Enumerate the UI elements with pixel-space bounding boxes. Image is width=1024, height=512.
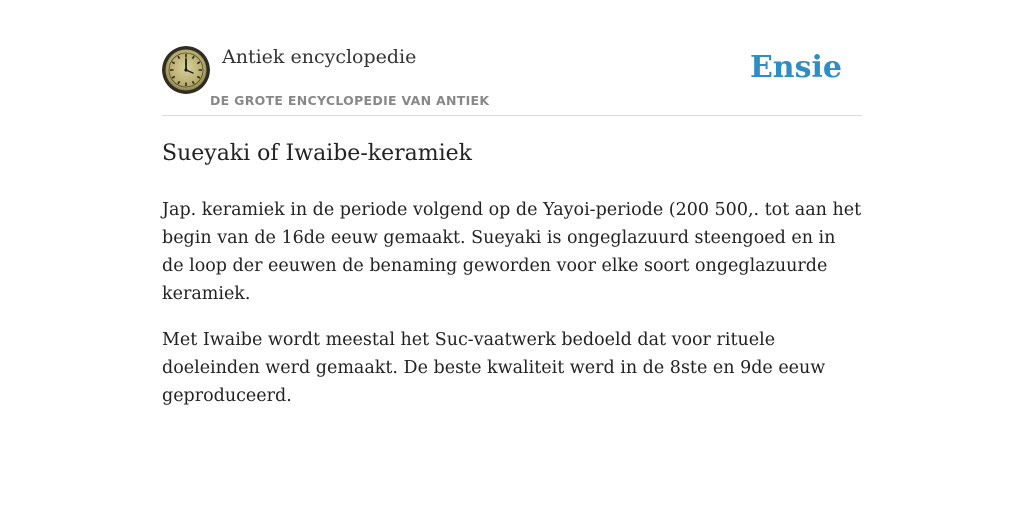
site-subtitle: DE GROTE ENCYCLOPEDIE VAN ANTIEK bbox=[210, 93, 490, 108]
article bbox=[162, 138, 862, 428]
article-paragraph: Met Iwaibe wordt meestal het Suc-vaatwerk bedoeld dat voor rituele doeleinden werd gemaakt. De beste kwaliteit werd in de 8ste en 9de eeuw geproduceerd. bbox=[162, 330, 826, 406]
ensie-brand-logo[interactable]: Ensie bbox=[749, 50, 842, 85]
antique-clock-icon[interactable] bbox=[162, 46, 210, 94]
article-paragraph: Jap. keramiek in de periode volgend op de Yayoi-periode (200 500,. tot aan het begin van de 16de eeuw gemaakt. Sueyaki is ongeglazuurd steengoed en in de loop der eeuwen de benaming geworden voor elke soort ongeglazuurde keramiek. bbox=[162, 200, 862, 304]
article-title: Sueyaki of Iwaibe-keramiek bbox=[162, 141, 472, 166]
site-header bbox=[162, 44, 862, 116]
site-title[interactable]: Antiek encyclopedie bbox=[222, 46, 417, 68]
